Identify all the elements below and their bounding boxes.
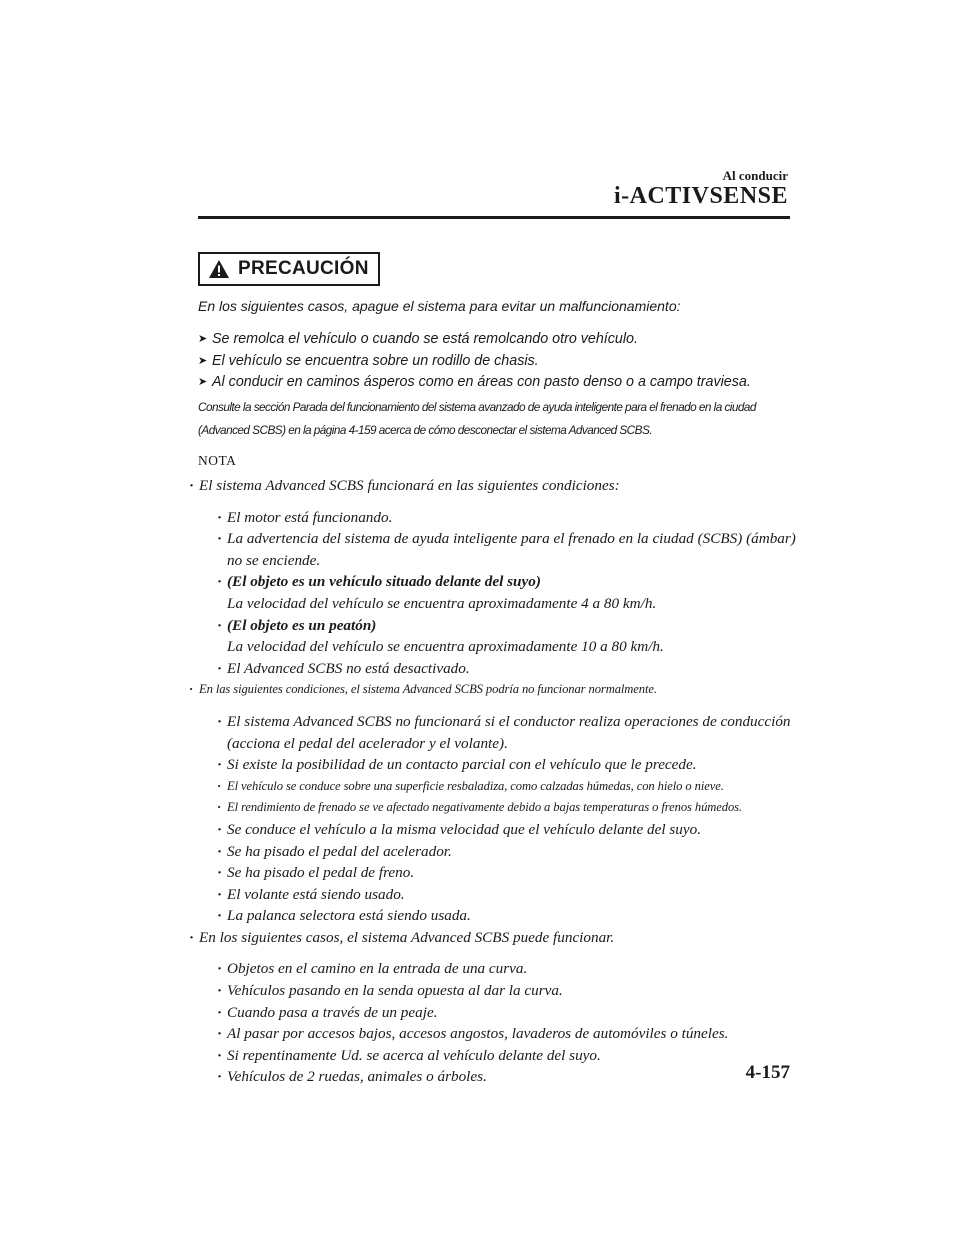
spacer (186, 701, 796, 711)
list-item: ➤ Se remolca el vehículo o cuando se está remolcando otro vehículo. (198, 329, 751, 351)
header-rule (198, 216, 790, 219)
list-item: · (El objeto es un peatón) La velocidad del vehículo se encuentra aproximadamente 10 a 80 km/h. (186, 615, 796, 658)
spacer (186, 948, 796, 958)
arrow-icon: ➤ (198, 376, 208, 388)
caution-label: PRECAUCIÓN (238, 258, 369, 279)
caution-note: Consulte la sección Parada del funcionamiento del sistema avanzado de ayuda inteligente para el frenado en la ciudad (Advanced SCBS) en la página 4-159 acerca de cómo desconectar el sistema Advanced SCBS. (198, 400, 756, 437)
list-item: · La advertencia del sistema de ayuda inteligente para el frenado en la ciudad (SCBS) (ámbar) no se enciende. (186, 528, 796, 571)
list-item: · En los siguientes casos, el sistema Advanced SCBS puede funcionar. (186, 927, 796, 949)
list-item: ➤ Al conducir en caminos ásperos como en áreas con pasto denso o a campo traviesa. (198, 372, 751, 394)
list-item: · La palanca selectora está siendo usada. (186, 905, 796, 927)
list-item: · Vehículos pasando en la senda opuesta al dar la curva. (186, 980, 796, 1002)
list-item: · El volante está siendo usado. (186, 884, 796, 906)
arrow-icon: ➤ (198, 354, 208, 367)
nota-list (186, 475, 796, 1088)
list-item: · El Advanced SCBS no está desactivado. (186, 658, 796, 680)
page-number: 4-157 (745, 1062, 790, 1083)
list-item: · Si existe la posibilidad de un contacto parcial con el vehículo que le precede. (186, 754, 796, 776)
list-item: · El motor está funcionando. (186, 507, 796, 529)
list-item: · Se conduce el vehículo a la misma velocidad que el vehículo delante del suyo. (186, 819, 796, 841)
list-item: · Vehículos de 2 ruedas, animales o árboles. (186, 1066, 796, 1088)
section-label: Al conducir (722, 168, 788, 183)
caution-box (198, 252, 380, 286)
spacer (186, 497, 796, 507)
list-item: · El vehículo se conduce sobre una superficie resbaladiza, como calzadas húmedas, con hielo o nieve. (186, 776, 796, 798)
warning-icon (208, 259, 230, 279)
list-item: · El rendimiento de frenado se ve afectado negativamente debido a bajas temperaturas o frenos húmedos. (186, 797, 796, 819)
list-item: ➤ El vehículo se encuentra sobre un rodillo de chasis. (198, 351, 751, 373)
arrow-icon: ➤ (198, 333, 208, 345)
nota-title: NOTA (198, 453, 237, 468)
list-item: · Cuando pasa a través de un peaje. (186, 1002, 796, 1024)
caution-intro: En los siguientes casos, apague el sistema para evitar un malfuncionamiento: (198, 298, 681, 314)
list-item: · Se ha pisado el pedal de freno. (186, 862, 796, 884)
list-item: · El sistema Advanced SCBS no funcionará si el conductor realiza operaciones de conducción (acciona el pedal del acelerador y el volante). (186, 711, 796, 754)
section-title: i-ACTIVSENSE (613, 183, 788, 209)
list-item: · El sistema Advanced SCBS funcionará en las siguientes condiciones: (186, 475, 796, 497)
list-item: · Al pasar por accesos bajos, accesos angostos, lavaderos de automóviles o túneles. (186, 1023, 796, 1045)
caution-list (198, 329, 751, 394)
list-item: · En las siguientes condiciones, el sistema Advanced SCBS podría no funcionar normalmente. (186, 679, 796, 701)
list-item: · Se ha pisado el pedal del acelerador. (186, 841, 796, 863)
list-item: · (El objeto es un vehículo situado delante del suyo) La velocidad del vehículo se encuentra aproximadamente 4 a 80 km/h. (186, 571, 796, 614)
list-item: · Si repentinamente Ud. se acerca al vehículo delante del suyo. (186, 1045, 796, 1067)
list-item: · Objetos en el camino en la entrada de una curva. (186, 958, 796, 980)
